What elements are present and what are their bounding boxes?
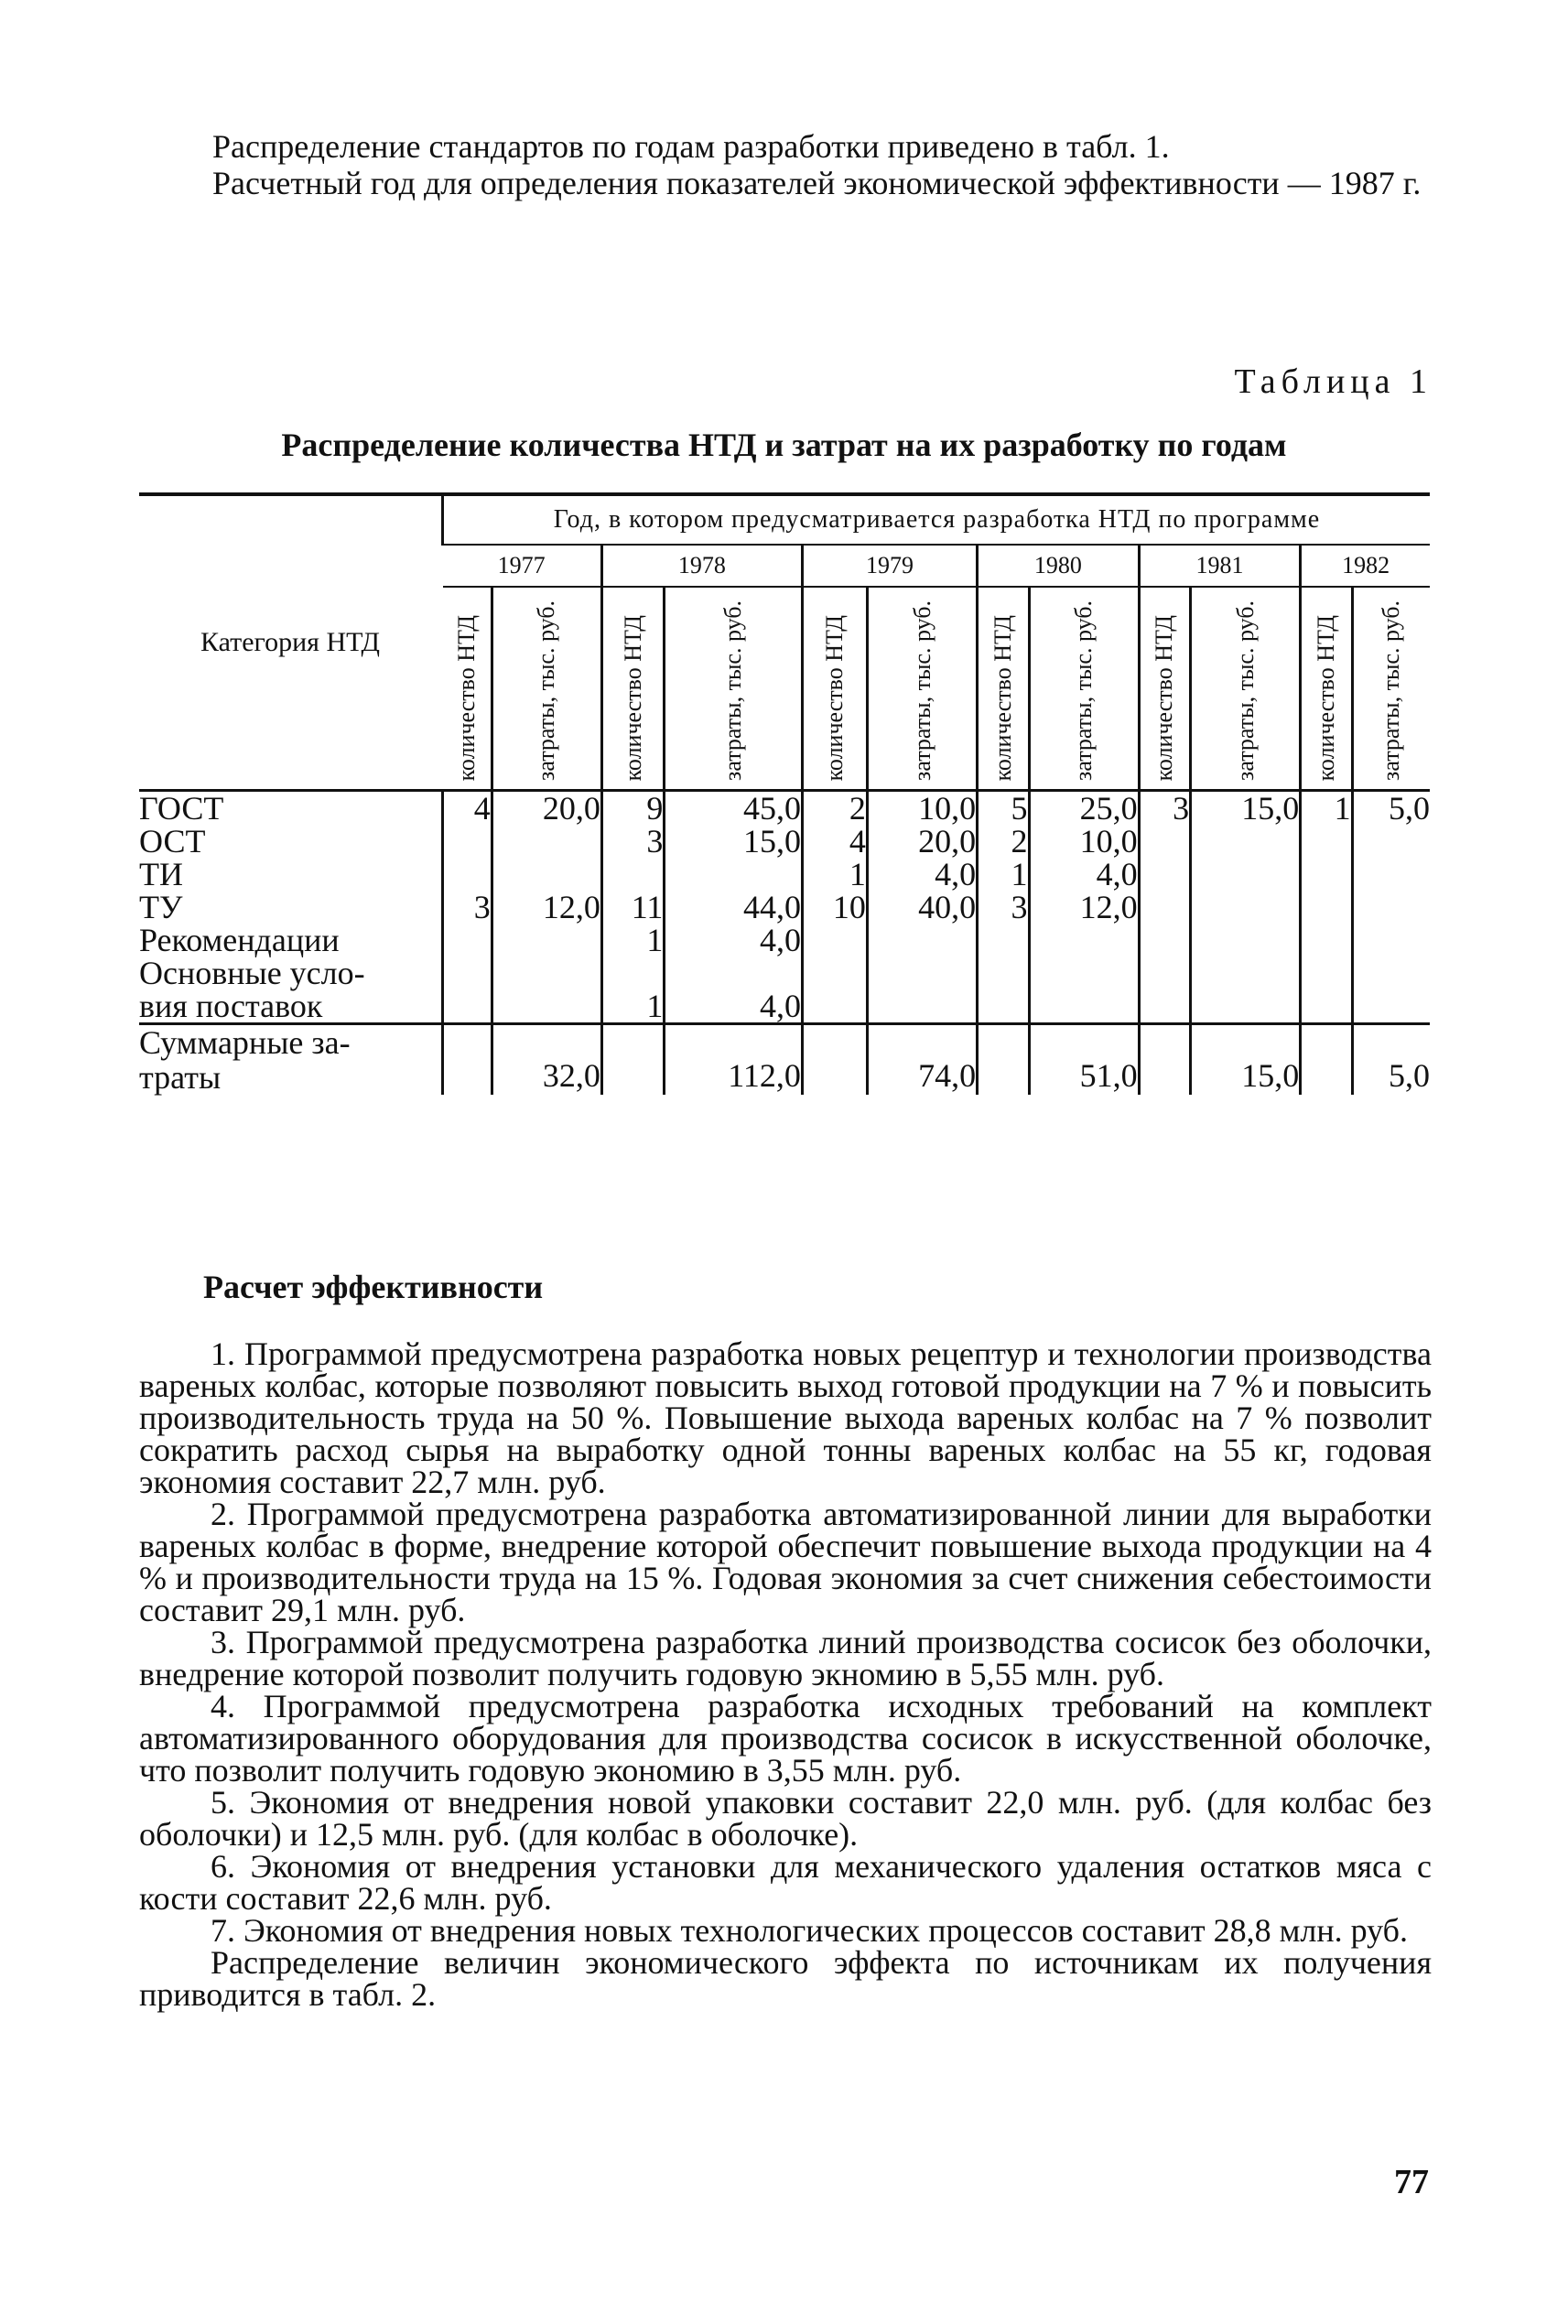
count-cell-1980 bbox=[978, 791, 1029, 1024]
cost-column-header: затраты, тыс. руб. bbox=[1029, 587, 1139, 791]
count-column-header: количество НТД bbox=[601, 587, 665, 791]
count-column-header: количество НТД bbox=[443, 587, 492, 791]
count-cell bbox=[1141, 825, 1189, 858]
total-count-cell bbox=[1301, 1024, 1352, 1096]
cost-cell bbox=[1192, 891, 1299, 924]
count-cell bbox=[444, 924, 491, 957]
cost-cell bbox=[869, 924, 976, 957]
count-cell: 1 bbox=[1334, 790, 1351, 827]
category-name: вия поставок bbox=[139, 988, 323, 1024]
cost-column-header: затраты, тыс. руб. bbox=[1352, 587, 1430, 791]
count-cell: 4 bbox=[849, 823, 866, 859]
efficiency-paragraph: Распределение величин экономического эффекта по источникам их получения приводится в табл. 2. bbox=[139, 1944, 1432, 2013]
count-cell bbox=[444, 858, 491, 891]
category-name: Основные усло- bbox=[139, 955, 365, 991]
count-cell-1977 bbox=[443, 791, 492, 1024]
cost-column-header: затраты, тыс. руб. bbox=[867, 587, 977, 791]
count-cell bbox=[1141, 891, 1189, 924]
cost-cell: 10,0 bbox=[1079, 823, 1138, 859]
total-cost-value: 15,0 bbox=[1191, 1024, 1301, 1096]
efficiency-heading: Расчет эффективности bbox=[203, 1269, 544, 1305]
year-header: 1978 bbox=[601, 545, 802, 587]
year-header: 1977 bbox=[443, 545, 602, 587]
cost-cell bbox=[665, 957, 801, 989]
cost-cell: 40,0 bbox=[918, 889, 977, 925]
efficiency-paragraph: 5. Экономия от внедрения новой упаковки составит 22,0 млн. руб. (для колбас без оболочки) и 12,5 млн. руб. (для колбас в оболочке). bbox=[139, 1784, 1432, 1853]
total-label: Суммарные за- траты bbox=[139, 1024, 443, 1096]
count-cell bbox=[979, 957, 1027, 989]
cost-column-header: затраты, тыс. руб. bbox=[492, 587, 601, 791]
category-list bbox=[139, 791, 443, 1024]
total-count-cell bbox=[802, 1024, 867, 1096]
count-cell bbox=[1141, 858, 1189, 891]
efficiency-paragraph: 2. Программой предусмотрена разработка автоматизированной линии для выработки вареных колбас в форме, внедрение которой обеспечит повышение выхода продукции на 4 % и производительности труда на 15 %. Годовая экономия за счет снижения себестоимости составит 29,1 млн. руб. bbox=[139, 1496, 1432, 1628]
cost-cell: 4,0 bbox=[759, 988, 801, 1024]
cost-cell: 12,0 bbox=[542, 889, 600, 925]
count-cell bbox=[1141, 989, 1189, 1022]
cost-cell bbox=[1031, 957, 1138, 989]
year-header: 1980 bbox=[978, 545, 1140, 587]
total-count-cell bbox=[978, 1024, 1029, 1096]
count-column-header: количество НТД bbox=[978, 587, 1029, 791]
count-cell: 1 bbox=[646, 988, 664, 1024]
count-cell bbox=[1302, 858, 1350, 891]
count-cell: 11 bbox=[631, 889, 664, 925]
cost-cell: 15,0 bbox=[742, 823, 801, 859]
cost-cell: 20,0 bbox=[918, 823, 977, 859]
cost-cell-1982 bbox=[1352, 791, 1430, 1024]
efficiency-paragraph: 6. Экономия от внедрения установки для механического удаления остатков мяса с кости составит 22,6 млн. руб. bbox=[139, 1848, 1432, 1917]
cost-cell bbox=[1354, 957, 1430, 989]
count-cell: 3 bbox=[473, 889, 491, 925]
cost-cell bbox=[665, 858, 801, 891]
category-name: Рекомендации bbox=[139, 922, 340, 958]
efficiency-paragraph: 3. Программой предусмотрена разработка линий производства сосисок без оболочки, внедрение которой позволит получить годовую экномию в 5,55 млн. руб. bbox=[139, 1624, 1432, 1692]
intro-text bbox=[139, 128, 1439, 201]
count-cell: 1 bbox=[646, 922, 664, 958]
total-cost-value: 5,0 bbox=[1352, 1024, 1430, 1096]
year-group-header: Год, в котором предусматривается разработка НТД по программе bbox=[443, 494, 1431, 545]
count-cell bbox=[1302, 825, 1350, 858]
category-name: ОСТ bbox=[139, 823, 206, 859]
table-caption: Таблица 1 bbox=[1234, 362, 1433, 401]
cost-cell bbox=[1192, 924, 1299, 957]
count-cell: 1 bbox=[849, 856, 866, 892]
efficiency-paragraph: 7. Экономия от внедрения новых технологических процессов составит 28,8 млн. руб. bbox=[211, 1912, 1408, 1949]
cost-cell bbox=[1354, 989, 1430, 1022]
count-cell bbox=[444, 989, 491, 1022]
cost-cell bbox=[493, 858, 600, 891]
cost-cell bbox=[1031, 924, 1138, 957]
count-cell bbox=[804, 989, 866, 1022]
total-cost-value: 51,0 bbox=[1029, 1024, 1139, 1096]
efficiency-paragraph: 1. Программой предусмотрена разработка новых рецептур и технологии производства вареных колбас, которые позволяют повысить выход готовой продукции на 7 % и повысить производительность труда на 50 %. Повышение выхода вареных колбас на 7 % позволит сократить расход сырья на выработку одной тонны вареных колбас на 55 кг, годовая экономия составит 22,7 млн. руб. bbox=[139, 1335, 1432, 1500]
count-cell bbox=[1141, 957, 1189, 989]
intro-paragraph-2: Расчетный год для определения показателей экономической эффективности — 1987 г. bbox=[212, 165, 1422, 201]
cost-cell bbox=[1354, 858, 1430, 891]
count-cell bbox=[603, 957, 664, 989]
cost-cell: 44,0 bbox=[742, 889, 801, 925]
total-cost-value: 112,0 bbox=[665, 1024, 803, 1096]
count-cell: 10 bbox=[832, 889, 866, 925]
year-header: 1982 bbox=[1301, 545, 1430, 587]
cost-cell: 4,0 bbox=[1096, 856, 1138, 892]
count-column-header: количество НТД bbox=[802, 587, 867, 791]
total-count-cell bbox=[443, 1024, 492, 1096]
year-header: 1979 bbox=[802, 545, 977, 587]
count-cell bbox=[603, 858, 664, 891]
year-header: 1981 bbox=[1139, 545, 1301, 587]
count-cell: 2 bbox=[849, 790, 866, 827]
cost-cell bbox=[1192, 858, 1299, 891]
total-cost-value: 32,0 bbox=[492, 1024, 601, 1096]
count-cell bbox=[444, 957, 491, 989]
cost-cell: 25,0 bbox=[1079, 790, 1138, 827]
distribution-table bbox=[139, 492, 1430, 1095]
count-cell bbox=[979, 989, 1027, 1022]
intro-paragraph-1: Распределение стандартов по годам разработки приведено в табл. 1. bbox=[212, 128, 1170, 165]
count-cell bbox=[1302, 891, 1350, 924]
efficiency-paragraph: 4. Программой предусмотрена разработка исходных требований на комплект автоматизированного оборудования для производства сосисок в искусственной оболочке, что позволит получить годовую экономию в 3,55 млн. руб. bbox=[139, 1688, 1432, 1789]
cost-cell: 20,0 bbox=[542, 790, 600, 827]
cost-cell bbox=[1192, 957, 1299, 989]
count-cell: 5 bbox=[1011, 790, 1028, 827]
count-cell bbox=[1302, 957, 1350, 989]
count-cell bbox=[979, 924, 1027, 957]
category-name: ТУ bbox=[139, 889, 183, 925]
cost-cell-1980 bbox=[1029, 791, 1139, 1024]
cost-cell: 4,0 bbox=[935, 856, 977, 892]
cost-cell bbox=[493, 957, 600, 989]
cost-cell: 15,0 bbox=[1241, 790, 1300, 827]
category-name: ТИ bbox=[139, 856, 183, 892]
count-cell: 3 bbox=[1011, 889, 1028, 925]
cost-column-header: затраты, тыс. руб. bbox=[665, 587, 803, 791]
count-cell: 4 bbox=[473, 790, 491, 827]
cost-cell bbox=[869, 989, 976, 1022]
cost-cell bbox=[493, 924, 600, 957]
count-column-header: количество НТД bbox=[1139, 587, 1190, 791]
cost-cell bbox=[1192, 825, 1299, 858]
category-header: Категория НТД bbox=[139, 494, 443, 791]
cost-cell bbox=[493, 989, 600, 1022]
cost-column-header: затраты, тыс. руб. bbox=[1191, 587, 1301, 791]
cost-cell: 4,0 bbox=[759, 922, 801, 958]
total-cost-value: 74,0 bbox=[867, 1024, 977, 1096]
cost-cell bbox=[1354, 825, 1430, 858]
count-cell: 3 bbox=[1173, 790, 1190, 827]
count-cell bbox=[444, 825, 491, 858]
count-cell: 9 bbox=[646, 790, 664, 827]
cost-cell: 10,0 bbox=[918, 790, 977, 827]
cost-cell: 45,0 bbox=[742, 790, 801, 827]
count-cell: 3 bbox=[646, 823, 664, 859]
count-cell-1981 bbox=[1139, 791, 1190, 1024]
cost-cell bbox=[869, 957, 976, 989]
cost-cell-1977 bbox=[492, 791, 601, 1024]
total-count-cell bbox=[601, 1024, 665, 1096]
count-cell-1979 bbox=[802, 791, 867, 1024]
count-cell bbox=[804, 924, 866, 957]
cost-cell-1979 bbox=[867, 791, 977, 1024]
cost-cell bbox=[493, 825, 600, 858]
cost-cell-1978 bbox=[665, 791, 803, 1024]
cost-cell bbox=[1354, 891, 1430, 924]
cost-cell: 5,0 bbox=[1389, 790, 1430, 827]
count-cell bbox=[1302, 989, 1350, 1022]
count-cell-1982 bbox=[1301, 791, 1352, 1024]
total-count-cell bbox=[1139, 1024, 1190, 1096]
cost-cell-1981 bbox=[1191, 791, 1301, 1024]
efficiency-text bbox=[139, 1335, 1432, 2013]
count-cell: 1 bbox=[1011, 856, 1028, 892]
category-name: ГОСТ bbox=[139, 790, 224, 827]
count-cell bbox=[1302, 924, 1350, 957]
cost-cell: 12,0 bbox=[1079, 889, 1138, 925]
cost-cell bbox=[1031, 989, 1138, 1022]
count-cell-1978 bbox=[601, 791, 665, 1024]
cost-cell bbox=[1354, 924, 1430, 957]
page-number: 77 bbox=[1394, 2163, 1429, 2201]
count-column-header: количество НТД bbox=[1301, 587, 1352, 791]
cost-cell bbox=[1192, 989, 1299, 1022]
table-title: Распределение количества НТД и затрат на их разработку по годам bbox=[281, 427, 1287, 463]
count-cell bbox=[1141, 924, 1189, 957]
count-cell: 2 bbox=[1011, 823, 1028, 859]
count-cell bbox=[804, 957, 866, 989]
